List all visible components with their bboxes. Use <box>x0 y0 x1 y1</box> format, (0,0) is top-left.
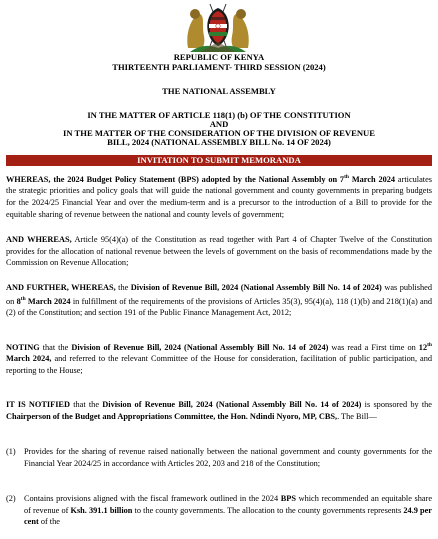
paragraph-and-further-whereas: AND FURTHER, WHEREAS, the Division of Revenue Bill, 2024 (National Assembly Bill No. 14 of 2024) was published on 8th March 2024 in fulfillment of the requirements of the provisions of Articles 35(3), 95(4)(a), 118 (1)(b) and 218(1)(a) and (2) of the Constitution; and section 191 of the Public Finance Management Act, 2012; <box>6 283 432 317</box>
paragraph-noting: NOTING that the Division of Revenue Bill, 2024 (National Assembly Bill No. 14 of 2024) was read a First time on 12th March 2024, and referred to the relevant Committee of the House for consideration, facilitation of public participation, and reporting to the House; <box>6 342 432 375</box>
list-item: (2) Contains provisions aligned with the fiscal framework outlined in the 2024 BPS which recommended an equitable share of revenue of Ksh. 391.1 billion to the county governments. The allocation to the county governments represents 24.9 per cent of the <box>6 494 432 527</box>
list-item: (1) Provides for the sharing of revenue raised nationally between the national government and county governments for the Financial Year 2024/25 in accordance with Articles 202, 203 and 218 of the Constitution; <box>6 447 432 468</box>
assembly-heading: THE NATIONAL ASSEMBLY <box>162 86 276 96</box>
and-heading: AND <box>209 119 229 129</box>
list-item-number: (1) <box>6 447 16 456</box>
invitation-banner: INVITATION TO SUBMIT MEMORANDA <box>6 155 432 166</box>
paragraph-and-whereas: AND WHEREAS, Article 95(4)(a) of the Constitution as read together with Part 4 of Chapter Twelve of the Constitution provides for the allocation of national revenue between the levels of government on the basis of recommendations made by the Commission on Revenue Allocation; <box>6 235 432 268</box>
matter-heading-2b: BILL, 2024 (NATIONAL ASSEMBLY BILL No. 14 OF 2024) <box>107 137 331 147</box>
session-heading: THIRTEENTH PARLIAMENT- THIRD SESSION (2024) <box>112 62 326 72</box>
matter-heading-2a: IN THE MATTER OF THE CONSIDERATION OF THE DIVISION OF REVENUE <box>63 128 375 138</box>
matter-heading-1: IN THE MATTER OF ARTICLE 118(1) (b) OF THE CONSTITUTION <box>87 110 351 120</box>
kenya-coat-of-arms-icon <box>178 2 258 52</box>
republic-heading: REPUBLIC OF KENYA <box>173 52 265 62</box>
paragraph-it-is-notified: IT IS NOTIFIED that the Division of Revenue Bill, 2024 (National Assembly Bill No. 14 of 2024) is sponsored by the Chairperson of the Budget and Appropriations Committee, the Hon. Ndindi Nyoro, MP, CBS,. The Bill— <box>6 400 432 421</box>
paragraph-whereas: WHEREAS, the 2024 Budget Policy Statement (BPS) adopted by the National Assembly on 7th March 2024 articulates the strategic priorities and policy goals that will guide the national government and county governments in preparing budgets for the 2024/25 Financial Year and over the medium-term and is a precursor to the introduction of a Bill to provide for the equitable sharing of revenue between the national and county levels of government; <box>6 174 432 219</box>
list-item-number: (2) <box>6 494 16 503</box>
